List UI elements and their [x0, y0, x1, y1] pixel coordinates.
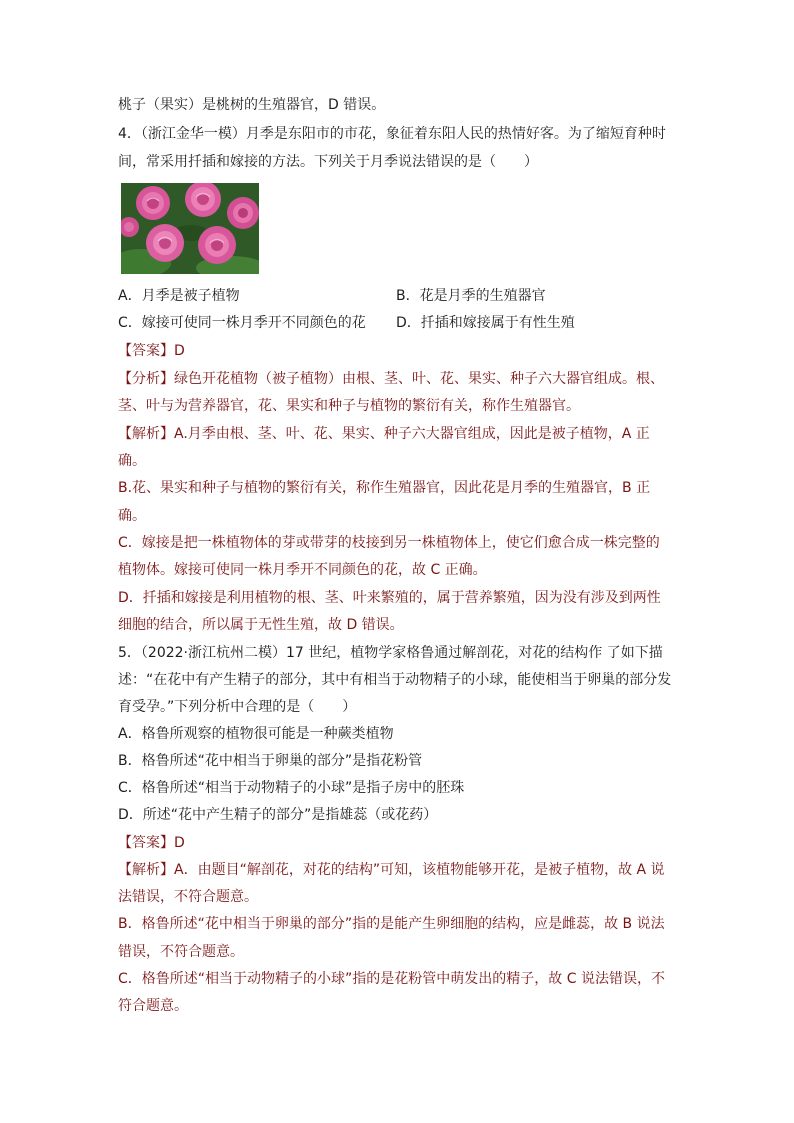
explanation-line-8: 细胞的结合，所以属于无性生殖，故 D 错误。: [118, 617, 404, 633]
q5-option-a: A．格鲁所观察的植物很可能是一种蕨类植物: [118, 726, 394, 742]
option-c: C．嫁接可使同一株月季开不同颜色的花: [118, 315, 366, 331]
q5-explanation-3: B．格鲁所述“花中相当于卵巢的部分”指的是能产生卵细胞的结构，应是雌蕊，故 B 说法: [118, 916, 665, 932]
question-5-stem: 5．（2022·浙江杭州二模）17 世纪，植物学家格鲁通过解剖花，对花的结构作 了如下描: [118, 645, 663, 661]
q5-explanation-6: 符合题意。: [118, 998, 188, 1014]
option-a: A．月季是被子植物: [118, 288, 240, 304]
question-4-stem: 4．（浙江金华一模）月季是东阳市的市花，象征着东阳人民的热情好客。为了缩短育种时: [118, 126, 666, 142]
q5-option-d: D．所述“花中产生精子的部分”是指雄蕊（或花药）: [118, 807, 438, 823]
answer-tail-line: 桃子（果实）是桃树的生殖器官，D 错误。: [118, 97, 386, 113]
q5-answer-label: 【答案】D: [118, 835, 185, 851]
question-5-stem-cont-2: 育受孕。”下列分析中合理的是（ ）: [118, 699, 357, 715]
analysis-line-1: 【分析】绿色开花植物（被子植物）由根、茎、叶、花、果实、种子六大器官组成。根、: [118, 371, 664, 387]
explanation-line-1: 【解析】A.月季由根、茎、叶、花、果实、种子六大器官组成，因此是被子植物，A 正: [118, 426, 650, 442]
question-4-stem-cont: 间，常采用扦插和嫁接的方法。下列关于月季说法错误的是（ ）: [118, 154, 538, 170]
answer-label: 【答案】D: [118, 343, 185, 359]
q5-explanation-5: C．格鲁所述“相当于动物精子的小球”指的是花粉管中萌发出的精子，故 C 说法错误，不: [118, 971, 665, 987]
option-b: B．花是月季的生殖器官: [396, 288, 546, 304]
q5-option-b: B．格鲁所述“花中相当于卵巢的部分”是指花粉管: [118, 753, 423, 769]
q5-explanation-1: 【解析】A．由题目“解剖花，对花的结构”可知，该植物能够开花，是被子植物，故 A 说: [118, 862, 665, 878]
q5-explanation-2: 法错误，不符合题意。: [118, 889, 258, 905]
question-5-stem-cont-1: 述：“在花中有产生精子的部分，其中有相当于动物精子的小球，能使相当于卵巢的部分发: [118, 672, 672, 688]
q5-explanation-4: 错误，不符合题意。: [118, 944, 244, 960]
rose-photo: [121, 183, 259, 274]
option-d: D．扦插和嫁接属于有性生殖: [396, 315, 575, 331]
q5-option-c: C．格鲁所述“相当于动物精子的小球”是指子房中的胚珠: [118, 780, 465, 796]
analysis-line-2: 茎、叶与为营养器官，花、果实和种子与植物的繁衍有关，称作生殖器官。: [118, 398, 580, 414]
explanation-line-7: D．扦插和嫁接是利用植物的根、茎、叶来繁殖的，属于营养繁殖，因为没有涉及到两性: [118, 590, 661, 606]
explanation-line-6: 植物体。嫁接可使同一株月季开不同颜色的花，故 C 正确。: [118, 562, 487, 578]
explanation-line-5: C．嫁接是把一株植物体的芽或带芽的枝接到另一株植物体上，使它们愈合成一株完整的: [118, 535, 660, 551]
explanation-line-4: 确。: [118, 508, 146, 524]
explanation-line-3: B.花、果实和种子与植物的繁衍有关，称作生殖器官，因此花是月季的生殖器官，B 正: [118, 480, 651, 496]
explanation-line-2: 确。: [118, 453, 146, 469]
